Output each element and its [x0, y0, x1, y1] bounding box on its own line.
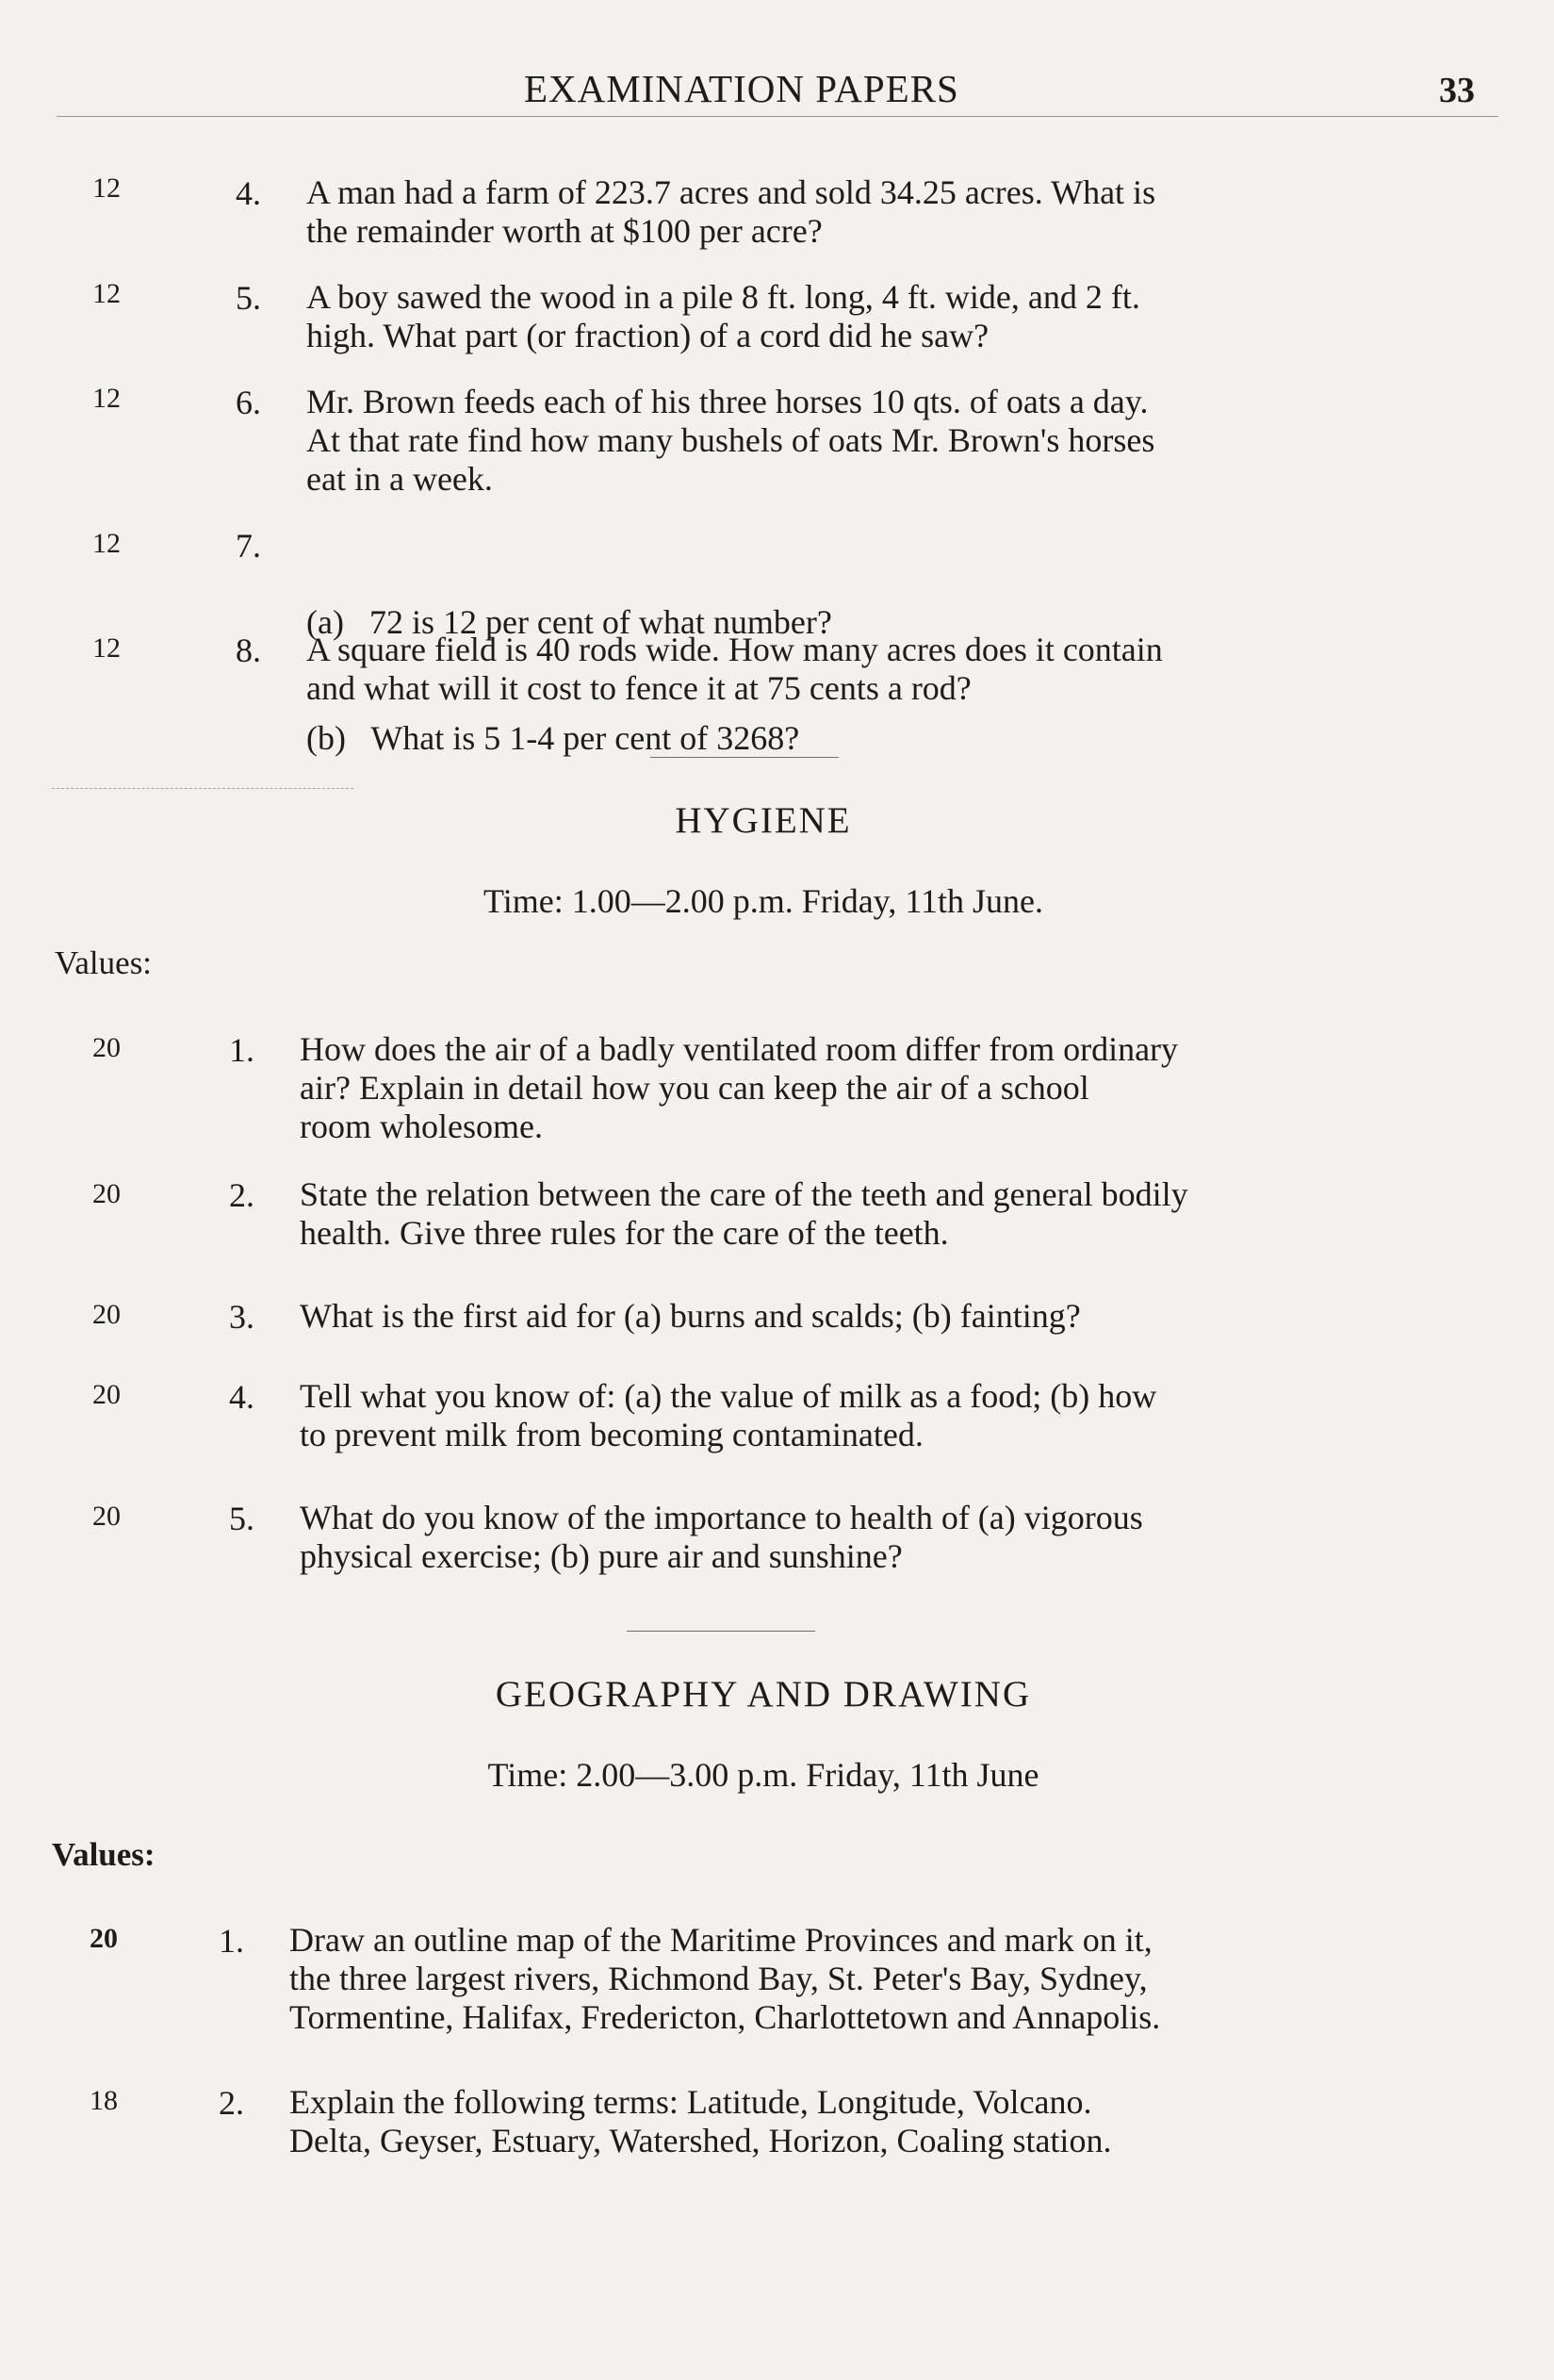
question-number: 5. — [236, 279, 261, 317]
running-head: EXAMINATION PAPERS — [524, 67, 959, 110]
question-number: 1. — [219, 1922, 244, 1960]
question-text: Explain the following terms: Latitude, Longitude, Volcano. Delta, Geyser, Estuary, Watershed, Horizon, Coaling station. — [289, 2083, 1112, 2159]
section-title-geography: GEOGRAPHY AND DRAWING — [495, 1674, 1032, 1715]
question-value: 12 — [92, 632, 121, 664]
question-text: What is the first aid for (a) burns and scalds; (b) fainting? — [300, 1297, 1081, 1335]
margin-scratch — [52, 788, 353, 789]
question-number: 5. — [229, 1500, 254, 1537]
question-text: Draw an outline map of the Maritime Provinces and mark on it, the three largest rivers, Richmond Bay, St. Peter's Bay, Sydney, Tormentine, Halifax, Fredericton, Charlottetown and Annapolis. — [289, 1921, 1161, 2036]
question-value: 20 — [92, 1501, 121, 1532]
question-number: 8. — [236, 632, 261, 669]
question-text: A boy sawed the wood in a pile 8 ft. long, 4 ft. wide, and 2 ft. high. What part (or fraction) of a cord did he saw? — [306, 278, 1140, 354]
question-value: 20 — [90, 1923, 118, 1954]
question-text: A square field is 40 rods wide. How many acres does it contain and what will it cost to fence it at 75 cents a rod? — [306, 631, 1163, 707]
question-value: 18 — [90, 2085, 118, 2116]
section-title-hygiene: HYGIENE — [675, 800, 852, 841]
question-value: 12 — [92, 278, 121, 309]
question-number: 3. — [229, 1298, 254, 1336]
header-rule — [57, 116, 1498, 117]
section-rule — [650, 757, 839, 758]
question-text: (a) 72 is 12 per cent of what number? (b) What is 5 1-4 per cent of 3268? — [306, 603, 832, 757]
question-number: 2. — [229, 1176, 254, 1214]
question-value: 12 — [92, 383, 121, 414]
hygiene-time: Time: 1.00—2.00 p.m. Friday, 11th June. — [483, 882, 1044, 920]
values-label: Values: — [55, 944, 153, 981]
question-value: 20 — [92, 1178, 121, 1209]
geography-time: Time: 2.00—3.00 p.m. Friday, 11th June — [487, 1756, 1039, 1794]
section-rule — [627, 1631, 815, 1632]
values-label: Values: — [52, 1836, 155, 1873]
question-number: 2. — [219, 2084, 244, 2122]
question-value: 12 — [92, 172, 121, 204]
question-number: 6. — [236, 384, 261, 421]
question-text: A man had a farm of 223.7 acres and sold 34.25 acres. What is the remainder worth at $100 per acre? — [306, 173, 1156, 250]
question-number: 1. — [229, 1031, 254, 1069]
question-number: 7. — [236, 527, 261, 565]
question-text: State the relation between the care of the teeth and general bodily health. Give three rules for the care of the teeth. — [300, 1175, 1188, 1252]
page-number: 33 — [1439, 71, 1475, 110]
question-number: 4. — [236, 174, 261, 212]
question-text: How does the air of a badly ventilated room differ from ordinary air? Explain in detail how you can keep the air of a school room wholesome. — [300, 1030, 1179, 1145]
question-number: 4. — [229, 1378, 254, 1416]
question-value: 12 — [92, 528, 121, 559]
question-value: 20 — [92, 1379, 121, 1410]
question-value: 20 — [92, 1032, 121, 1063]
question-text: What do you know of the importance to health of (a) vigorous physical exercise; (b) pure air and sunshine? — [300, 1499, 1143, 1575]
question-text: Mr. Brown feeds each of his three horses 10 qts. of oats a day. At that rate find how many bushels of oats Mr. Brown's horses eat in a week. — [306, 383, 1155, 498]
question-value: 20 — [92, 1299, 121, 1330]
question-text: Tell what you know of: (a) the value of milk as a food; (b) how to prevent milk from becoming contaminated. — [300, 1377, 1157, 1453]
